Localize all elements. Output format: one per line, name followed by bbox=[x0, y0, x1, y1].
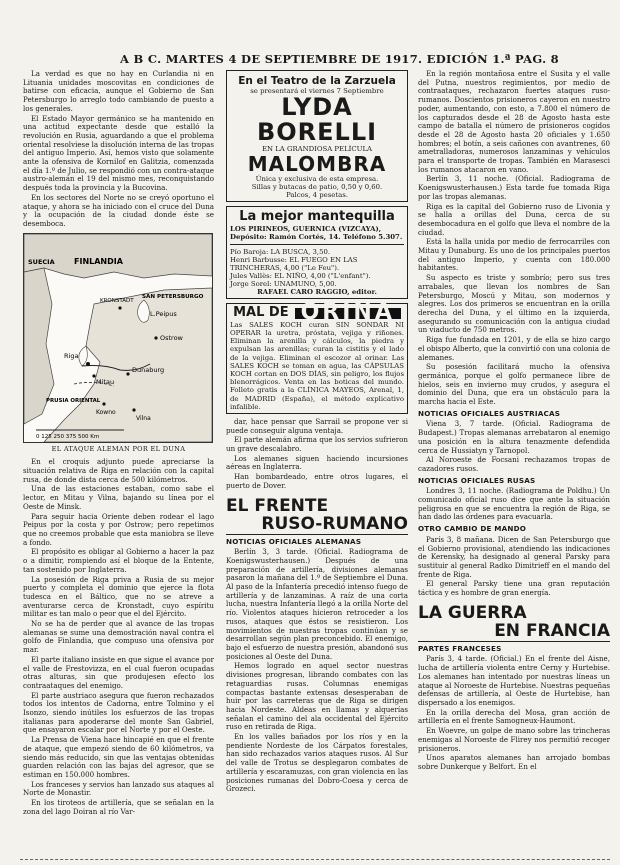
map-label-ostrow: Ostrow bbox=[160, 333, 183, 342]
advert-body bbox=[230, 225, 404, 296]
paragraph: Han bombardeado, entre otros lugares, el puerto de Dover. bbox=[226, 472, 408, 490]
paragraph: Está la halla unida por medio de ferrocarriles con Mitau y Dunaburg. Es uno de los principales puertos del antiguo Imperio, y cuenta con 180.000 habitantes. bbox=[418, 237, 610, 273]
paragraph: Los alemanes siguen haciendo incursiones aéreas en Inglaterra. bbox=[226, 453, 408, 472]
advert-line: RAFAEL CARO RAGGIO, editor. bbox=[257, 288, 377, 296]
advert-orina bbox=[226, 300, 408, 414]
map-dot-kronstadt bbox=[118, 306, 121, 309]
paragraph: Riga fue fundada en 1201, y de ella se hizo cargo el obispo Alberto, que la convirtió con una colonia de alemanes. bbox=[418, 335, 610, 362]
section-title: LA GUERRA bbox=[418, 602, 527, 623]
paragraph: Para seguir hacia Oriente deben rodear el lago Peipus por la costa y por Ostrow; pero repetimos que no creemos probable que esta maniobra se lleve a fondo. bbox=[23, 511, 214, 547]
map-label-prusia: PRUSIA ORIENTAL bbox=[46, 397, 101, 404]
advert-note: Palcos, 4 pesetas. bbox=[286, 191, 348, 199]
paragraph: Londres 3, 11 noche. (Radiograma de Poldhu.) Un comunicado oficial ruso dice que ante la situación peligrosa en que se encuentra la región de Riga, se han dado las órdenes para evacuarla. bbox=[418, 486, 610, 522]
paragraph: El parte italiano insiste en que sigue el avance por el valle de Frestovizza, en el cual fueron ocupadas otras alturas, sin que produjesen efecto los contraataques del enemigo. bbox=[23, 654, 214, 690]
column-right bbox=[418, 70, 610, 773]
advert-zarzuela bbox=[226, 70, 408, 202]
paragraph: Los franceses y servios han lanzado sus ataques al Norte de Monastir. bbox=[23, 779, 214, 798]
advert-title: En el Teatro de la Zarzuela bbox=[238, 75, 396, 87]
paragraph: La verdad es que no hay en Curlandia ni en Lituania unidades moscovitas en condiciones de batirse con eficacia, aunque el Gobierno de San Petersburgo lo arreglo todo cambiando de puesto a los generales. bbox=[23, 70, 214, 113]
advert-body: Las SALES KOCH curan SIN SONDAR NI OPERAR la uretra, próstata, vejiga y riñones. Eliminan la arenilla y cálculos, la piedra y expulsan las arenillas; curan la cistitis y el lado de la vejiga. Eliminan el escozor al orinar. Las SALES KOCH se toman en agua, las CÁPSULAS KOCH cortan en DOS DÍAS, sin peligro, los flujos blenorrágicos. Venta en las boticas del mundo. Folleto gratis a la CLÍNICA MAYEOS, Arenal, 1, de MADRID (España), el método explicativo infalible. bbox=[230, 320, 404, 411]
map-dot-kowno bbox=[102, 402, 105, 405]
paragraph: En Woevre, un golpe de mano sobre las trincheras enemigas al Noroeste de Flirey nos permitió recoger prisioneros. bbox=[418, 726, 610, 753]
section-title: EN FRANCIA bbox=[418, 622, 610, 642]
advert-word: ORINA bbox=[295, 308, 401, 319]
paragraph: El propósito es obligar al Gobierno a hacer la paz o a dimitir, rompiendo así el bloque de la Entente, tan sostenido por Inglaterra. bbox=[23, 547, 214, 574]
map-label-mitau: Mitau bbox=[96, 377, 115, 386]
map-label-peipus: L.Peipus bbox=[150, 309, 177, 318]
advert-line: Jorge Sorel: UNAMUNO, 5,00. bbox=[230, 280, 337, 288]
map-dot-riga bbox=[86, 362, 90, 366]
advert-star: LYDA BORELLI bbox=[256, 93, 378, 146]
column-middle bbox=[226, 70, 408, 795]
paragraph: París 3, 8 mañana. Dicen de San Petersburgo que el Gobierno provisional, atendiendo las indicaciones de Kerensky, ha designado al general Parsky para sustituir al general Radko Dimitrieff en el mando del frente de Riga. bbox=[418, 534, 610, 579]
paragraph: dar, hace pensar que Sarrail se propone ver si puede conseguir alguna ventaja. bbox=[226, 416, 408, 435]
paragraph: En los valles bañados por los ríos y en la pendiente Nordeste de los Cárpatos forestales, han sido rechazados varios ataques rusos. Al Sur del valle de Trotus se desplegaron combates de artillería y escaramuzas, con gran violencia en las posiciones rumanas del Dobro-Coesa y cerca de Grozeci. bbox=[226, 732, 408, 794]
map-dot-dunaburg bbox=[126, 372, 129, 375]
section-subtitle: PARTES FRANCESES bbox=[418, 643, 502, 653]
map-dot-vilna bbox=[132, 408, 135, 411]
paragraph: En los sectores del Norte no se creyó oportuno el ataque, y ahora se ha iniciado con el cruce del Duna y la ocupación de la ciudad donde éste se desemboca. bbox=[23, 192, 214, 228]
advert-header bbox=[230, 300, 404, 325]
advert-prefix: MAL DE bbox=[233, 305, 289, 320]
map-label-vilna: Vilna bbox=[136, 414, 151, 422]
advert-date: se presentará el viernes 7 Septiembre bbox=[250, 87, 384, 95]
paragraph: En los tiroteos de artillería, que se señalan en la zona del lago Doiran al río Var- bbox=[23, 798, 214, 816]
paragraph: Berlín 3, 11 noche. (Oficial. Radiograma de Koenigswusterhausen.) Esta tarde fue tomada Riga por las tropas alemanas. bbox=[418, 174, 610, 201]
map-land-russia bbox=[44, 288, 212, 442]
section-subtitle: NOTICIAS OFICIALES ALEMANAS bbox=[226, 536, 362, 546]
column-left bbox=[23, 70, 214, 817]
paragraph: En la orilla derecha del Mosa, gran acción de artillería en el frente Samogneux-Haumont. bbox=[418, 707, 610, 726]
paragraph: En la región montañosa entre el Susita y el valle del Putna, nuestros regimientos, por medio de contraataques, rechazaron fuertes ataques ruso-rumanos. Doscientos prisioneros cayeron en nuestro poder, aumentando, con esto, a 7.800 el número de los capturados desde el 28 de Agosto hasta este campo de batalla el número de prisioneros cogidos desde el 28 de Agosto hasta 20 oficiales y 1.650 hombres; el botín, a seis cañones con avantrenes, 60 ametralladoras, numerosos lanzaminas y vehículos para el transporte de tropas. También en Marasesci los rumanos atacaron en vano. bbox=[418, 70, 610, 174]
advert-line: Pío Baroja: LA BUSCA, 3,50. bbox=[230, 248, 331, 256]
paragraph: Viena 3, 7 tarde. (Oficial. Radiograma de Budapest.) Tropas alemanas arrebataron al enemigo una posición en la altura tenazmente defendida cerca de Hussiatyn y Tarnopol. bbox=[418, 419, 610, 455]
divider bbox=[230, 244, 404, 245]
section-title: RUSO-RUMANO bbox=[226, 515, 408, 535]
map-label-kowno: Kowno bbox=[96, 408, 116, 416]
advert-film: MALOMBRA bbox=[247, 152, 387, 176]
map-label-finlandia: FINLANDIA bbox=[74, 256, 123, 266]
map-caption: EL ATAQUE ALEMAN POR EL DUNA bbox=[51, 444, 186, 453]
advert-line: LOS PIRINEOS, GUERNICA (VIZCAYA), bbox=[230, 225, 382, 233]
paragraph: Una de las estaciones estaban, como sabe el lector, en Mitau y Vilna, bajando su línea por el Oeste de Minsk. bbox=[23, 484, 214, 511]
section-title: EL FRENTE bbox=[226, 495, 329, 516]
paragraph: Al Noroeste de Focsani rechazamos tropas de cazadores rusos. bbox=[418, 455, 610, 473]
advert-note: Sillas y butacas de patio, 0,50 y 0,60. bbox=[251, 183, 383, 191]
advert-line: Henri Barbusse: EL FUEGO EN LAS TRINCHERAS, 4,00 ("Le Feu"). bbox=[230, 256, 358, 272]
map-label-dunaburg: Dunaburg bbox=[132, 365, 165, 374]
paragraph: El parte austriaco asegura que fueron rechazados todos los intentos de Cadorna, entre Tolmino y el Isonzo, siendo inútiles los esfuerzos de las tropas italianas para apoderarse del monte San Gabriel, que ensayaron escalar por el Norte y por el Oeste. bbox=[23, 690, 214, 735]
map-illustration bbox=[24, 234, 212, 442]
paragraph: El parte alemán afirma que los servios sufrieron un grave descalabro. bbox=[226, 435, 408, 454]
advert-title: La mejor mantequilla bbox=[239, 209, 395, 224]
map-dot-ostrow bbox=[154, 336, 157, 339]
footer-divider bbox=[20, 859, 610, 860]
paragraph: En el croquis adjunto puede apreciarse la situación relativa de Riga en relación con la capital rusa, de donde dista cerca de 500 kilómetros. bbox=[23, 457, 214, 484]
paragraph: El general Parsky tiene una gran reputación táctica y es hombre de gran energía. bbox=[418, 579, 610, 598]
paragraph: Hemos logrado en aquel sector nuestras divisiones progresan, librando combates con las retaguardias rusas. Columnas enemigas compactas bastante extensas desesperaban de huir por las carreteras que de Riga se dirigen hacia Nordeste. Aldeas en llamas y alquerías señalan el camino del ala occidental del Ejército ruso en retirada de Riga. bbox=[226, 661, 408, 732]
paragraph: Su aspecto es triste y sombrío; pero sus tres arrabales, que llevan los nombres de San Petersburgo, Moscú y Mitau, son modernos y alegres. Los dos primeros se encuentran en la orilla derecha del Duna, y el último en la izquierda, asegurando su comunicación con la antigua ciudad un viaducto de 750 metros. bbox=[418, 273, 610, 335]
paragraph: El Estado Mayor germánico se ha mantenido en una actitud expectante desde que estalló la revolución en Rusia, aguardando a que el problema oriental resolviese la disolución interna de las tropas del antiguo Imperio. Así, hemos visto que solamente ante la ofensiva de Kornilof en Galitzia, comenzada el día 1.º de Julio, se respondió con un contra-ataque austro-alemán el 19 del mismo mes, reconquistando después toda la provincia y la Bucovina. bbox=[23, 113, 214, 193]
paragraph: La posesión de Riga priva a Rusia de su mejor puerto y completa el dominio que ejerce la flota tudesca en el Báltico, que no se atreve a aventurarse cerca de Kronstadt, cuyo espíritu militar es tan malo o peor que el del Ejército. bbox=[23, 574, 214, 619]
section-subtitle: NOTICIAS OFICIALES AUSTRIACAS bbox=[418, 408, 561, 418]
paragraph: París 3, 4 tarde. (Oficial.) En el frente del Aisne, lucha de artillería violenta entre Cerny y Hurtebise. Los alemanes han intentado por nuestras líneas un ataque al Noroeste de Hurtebise. Nuestras pequeñas defensas de artillería, al Oeste de Hurtebise, han dispersado a los enemigos. bbox=[418, 654, 610, 707]
section-subtitle: NOTICIAS OFICIALES RUSAS bbox=[418, 475, 536, 485]
map-label-petersburgo: SAN PETERSBURGO bbox=[142, 293, 204, 300]
advert-subtitle: EN LA GRANDIOSA PELÍCULA bbox=[261, 145, 373, 153]
advert-line: Jules Vallès: EL NIÑO, 4,00 ("L'enfant"). bbox=[230, 272, 371, 280]
paragraph: Riga es la capital del Gobierno ruso de Livonia y se halla a orillas del Duna, cerca de su desembocadura en el golfo que lleva el nombre de la ciudad. bbox=[418, 201, 610, 237]
map-land-north bbox=[24, 234, 212, 278]
advert-mantequilla bbox=[226, 206, 408, 299]
advert-line: Depósito: Ramón Cortés, 14. Teléfono 5.307. bbox=[230, 233, 403, 241]
map-label-kronstadt: KRONSTADT bbox=[100, 297, 134, 304]
paragraph: Berlín 3, 3 tarde. (Oficial. Radiograma de Koenigswusterhausen.) Después de una preparación de artillería, divisiones alemanas pasaron la mañana del 1.º de Septiembre el Duna. Al paso de la Infantería precedió intenso fuego de artillería y de lanzaminas. A raíz de una corta lucha, nuestra Infantería llegó a la orilla Norte del río. Violentos ataques hicieron retroceder a los rusos, ataques que éstos se resistieron. Los movimientos de nuestras tropas continúan y se desarrollan según plan preconcebido. El enemigo, bajo el esfuerzo de nuestra presión, abandonó sus posiciones al Oeste del Duna. bbox=[226, 547, 408, 661]
map-label-riga: Riga bbox=[64, 351, 79, 360]
page-header: A B C. MARTES 4 DE SEPTIEMBRE DE 1917. EDICIÓN 1.ª PAG. 8 bbox=[120, 52, 559, 66]
paragraph: Unos aparatos alemanes han arrojado bombas sobre Dunkerque y Belfort. En el bbox=[418, 753, 610, 771]
map-figure bbox=[23, 233, 213, 443]
map-gulf-riga bbox=[79, 346, 88, 366]
map-label-suecia: SUECIA bbox=[28, 257, 55, 266]
paragraph: Su posesión facilitará mucho la ofensiva germánica, porque el golfo permanece libre de hielos, seis en invierno muy crudos, y asegura el dominio del Duna, que era un obstáculo para la marcha hacia el Este. bbox=[418, 362, 610, 407]
advert-note: Única y exclusiva de esta empresa. bbox=[255, 175, 379, 183]
map-scale-label: 0 125 250 375 500 Km bbox=[36, 433, 100, 440]
paragraph: No se ha de perder que al avance de las tropas alemanas se sume una demostración naval contra el golfo de Finlandia, que compuso una ofensiva por mar. bbox=[23, 619, 214, 655]
paragraph: La Prensa de Viena hace hincapié en que el frente de ataque, que empezó siendo de 60 kilómetros, va siendo más reducido, sin que las ventajas obtenidas guarden relación con las bajas del agresor, que se estiman en 150.000 hombres. bbox=[23, 735, 214, 779]
section-subtitle: OTRO CAMBIO DE MANDO bbox=[418, 524, 527, 534]
